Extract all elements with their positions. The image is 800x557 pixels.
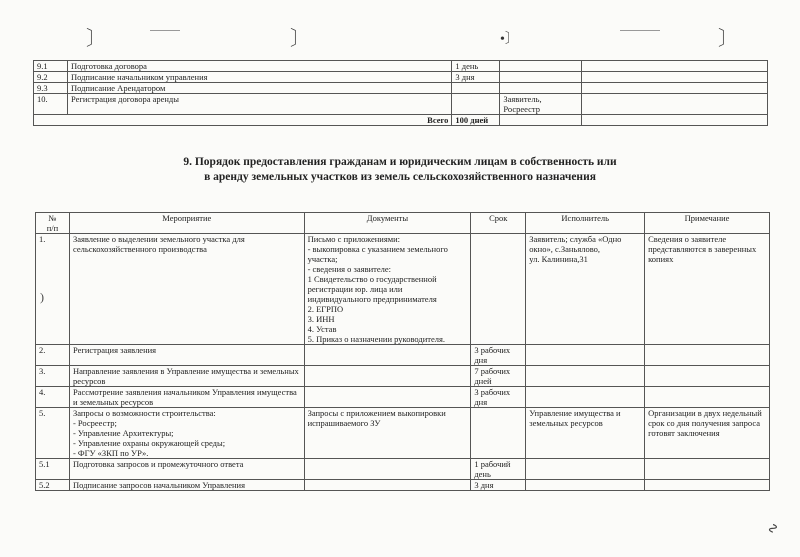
total-value: 100 дней	[452, 115, 500, 126]
event-cell: Подготовка запросов и промежуточного ответа	[69, 459, 304, 480]
punch-mark: 〕	[718, 28, 738, 50]
note-cell	[645, 480, 770, 491]
empty-cell	[500, 115, 582, 126]
term-cell: 3 дня	[471, 480, 526, 491]
event-cell: Направление заявления в Управление имущества и земельных ресурсов	[69, 366, 304, 387]
total-row	[34, 115, 768, 126]
executor-cell: Заявитель, Росреестр	[500, 94, 582, 115]
term-cell: 1 день	[452, 61, 500, 72]
executor-cell	[500, 61, 582, 72]
docs-cell	[304, 345, 471, 366]
handwritten-mark: ∿	[765, 521, 783, 536]
header-num: № п/п	[36, 213, 70, 234]
row-number: 4.	[36, 387, 70, 408]
event-cell: Заявление о выделении земельного участка для сельскохозяйственного производства	[69, 234, 304, 345]
docs-cell: Письмо с приложениями: - выкопировка с указанием земельного участка; - сведения о заявителе: 1 Свидетельство о государственной регистрации юр. лица или индивидуального предпринимателя 2. ЕГРПО 3. ИНН 4. Устав 5. Приказ о назначении руководителя.	[304, 234, 471, 345]
note-cell	[645, 387, 770, 408]
note-cell: Сведения о заявителе представляются в заверенных копиях	[645, 234, 770, 345]
note-cell	[645, 366, 770, 387]
executor-cell	[500, 72, 582, 83]
row-number: 10.	[34, 94, 68, 115]
section-title-line2: в аренду земельных участков из земель сельскохозяйственного назначения	[204, 171, 596, 183]
header-executor: Исполнитель	[526, 213, 645, 234]
docs-cell	[304, 480, 471, 491]
section-title-line1: 9. Порядок предоставления гражданам и юридическим лицам в собственность или	[183, 156, 617, 168]
table-row	[34, 72, 768, 83]
empty-cell	[582, 83, 768, 94]
term-cell: 7 рабочих дней	[471, 366, 526, 387]
top-margin-marks	[0, 22, 800, 52]
table-row	[36, 459, 770, 480]
term-cell	[471, 234, 526, 345]
docs-cell	[304, 459, 471, 480]
event-cell: Регистрация заявления	[69, 345, 304, 366]
table-row	[36, 480, 770, 491]
executor-cell	[526, 366, 645, 387]
row-number: 5.1	[36, 459, 70, 480]
event-cell: Подписание начальником управления	[67, 72, 451, 83]
row-number: 1.	[36, 234, 70, 345]
table-row	[34, 83, 768, 94]
header-term: Срок	[471, 213, 526, 234]
row-number: 3.	[36, 366, 70, 387]
term-cell	[452, 94, 500, 115]
note-cell: Организации в двух недельный срок со дня получения запроса готовят заключения	[645, 408, 770, 459]
term-cell	[471, 408, 526, 459]
event-cell: Регистрация договора аренды	[67, 94, 451, 115]
term-cell: 1 рабочий день	[471, 459, 526, 480]
header-event: Мероприятие	[69, 213, 304, 234]
note-cell	[645, 345, 770, 366]
empty-cell	[582, 61, 768, 72]
table-row	[36, 366, 770, 387]
section-heading	[0, 155, 800, 185]
table-row	[36, 408, 770, 459]
executor-cell	[526, 459, 645, 480]
header-row	[36, 213, 770, 234]
row-number: 9.3	[34, 83, 68, 94]
docs-cell: Запросы с приложением выкопировки испрашиваемого ЗУ	[304, 408, 471, 459]
table-row	[34, 94, 768, 115]
executor-cell: Управление имущества и земельных ресурсов	[526, 408, 645, 459]
executor-cell	[526, 480, 645, 491]
row-number: 5.	[36, 408, 70, 459]
header-docs: Документы	[304, 213, 471, 234]
row-number: 9.2	[34, 72, 68, 83]
event-cell: Рассмотрение заявления начальником Управления имущества и земельных ресурсов	[69, 387, 304, 408]
punch-mark: 〕	[86, 28, 106, 50]
executor-cell	[526, 345, 645, 366]
table-row	[36, 234, 770, 345]
table-row	[36, 387, 770, 408]
continued-table	[33, 60, 768, 126]
executor-cell: Заявитель; служба «Одно окно», с.Заньялово, ул. Калинина,31	[526, 234, 645, 345]
procedure-table	[35, 212, 770, 491]
empty-cell	[582, 72, 768, 83]
punch-mark: •〕	[500, 32, 519, 47]
event-cell: Подписание запросов начальником Управления	[69, 480, 304, 491]
executor-cell	[500, 83, 582, 94]
docs-cell	[304, 366, 471, 387]
note-cell	[645, 459, 770, 480]
table-row	[36, 345, 770, 366]
event-cell: Запросы о возможности строительства: - Росреестр; - Управление Архитектуры; - Управление охраны окружающей среды; - ФГУ «ЗКП по УР».	[69, 408, 304, 459]
total-label: Всего	[34, 115, 452, 126]
row-number: 2.	[36, 345, 70, 366]
empty-cell	[582, 94, 768, 115]
row-number: 9.1	[34, 61, 68, 72]
punch-mark: )	[40, 290, 44, 304]
scan-dash	[620, 30, 660, 31]
docs-cell	[304, 387, 471, 408]
term-cell: 3 рабочих дня	[471, 387, 526, 408]
executor-cell	[526, 387, 645, 408]
header-note: Примечание	[645, 213, 770, 234]
punch-mark: 〕	[290, 28, 310, 50]
table-row	[34, 61, 768, 72]
event-cell: Подготовка договора	[67, 61, 451, 72]
event-cell: Подписание Арендатором	[67, 83, 451, 94]
empty-cell	[582, 115, 768, 126]
term-cell: 3 рабочих дня	[471, 345, 526, 366]
term-cell	[452, 83, 500, 94]
scan-dash	[150, 30, 180, 31]
row-number: 5.2	[36, 480, 70, 491]
term-cell: 3 дня	[452, 72, 500, 83]
